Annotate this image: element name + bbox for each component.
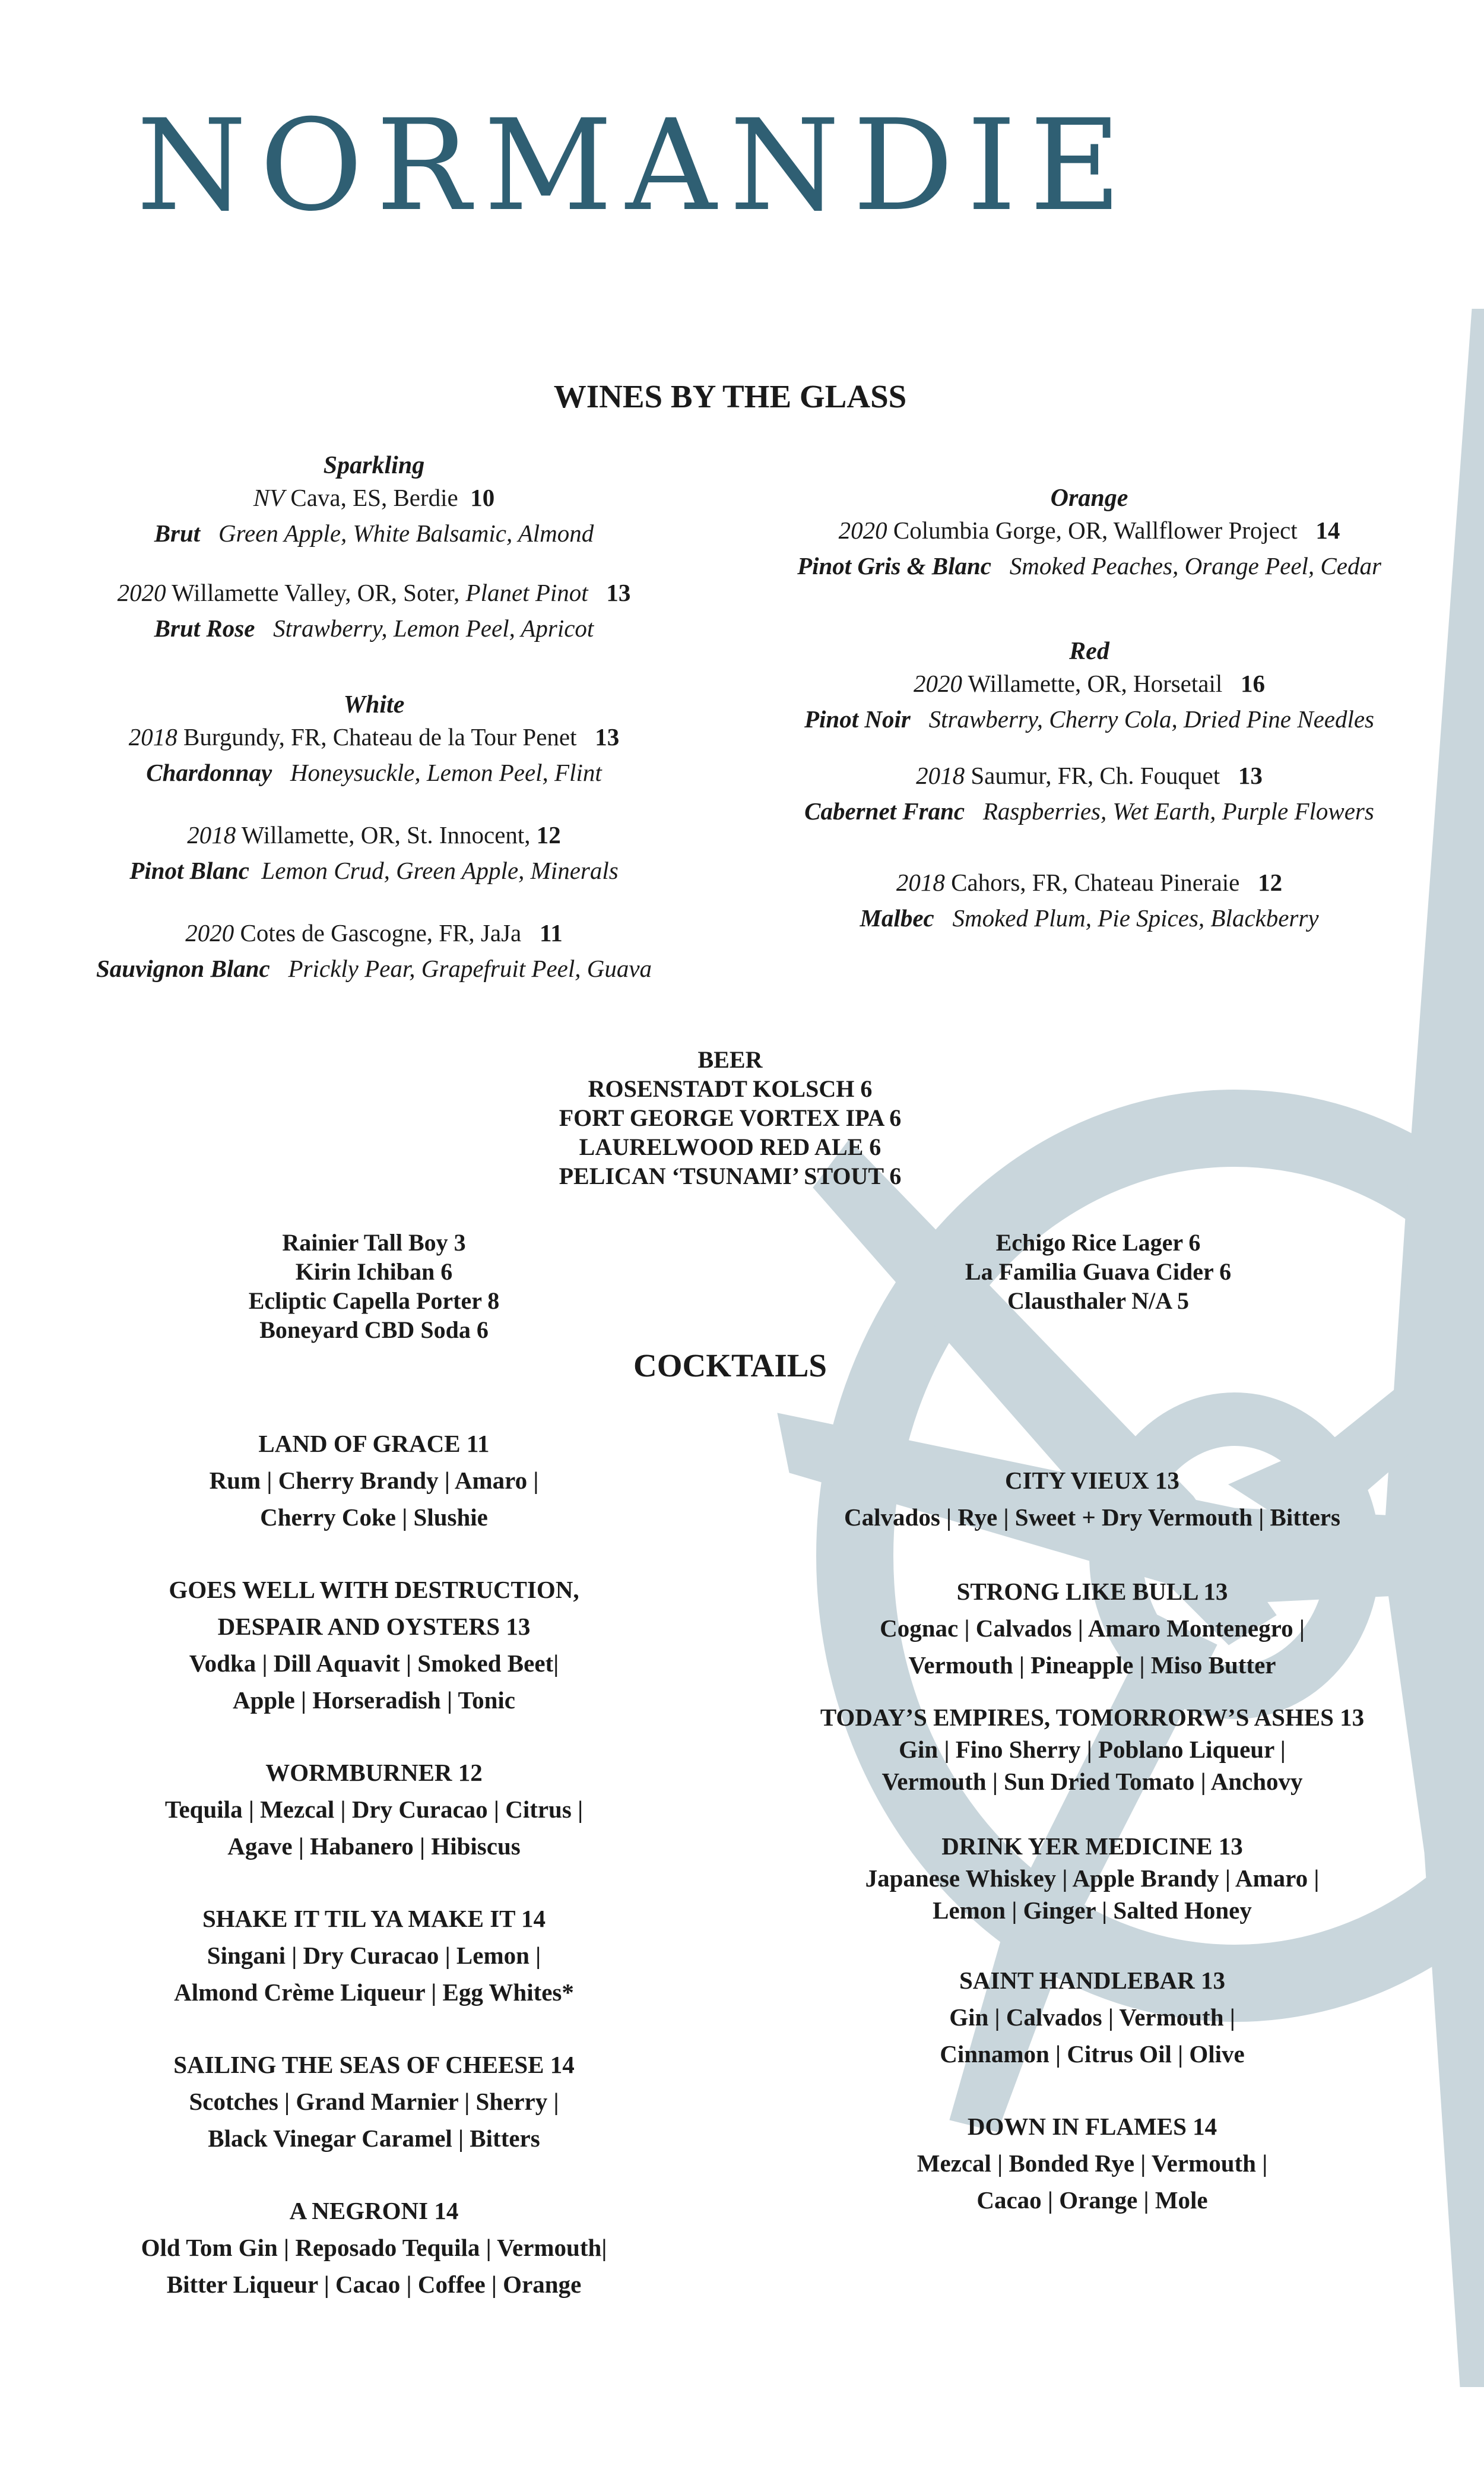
category-red: Red <box>1069 638 1109 665</box>
beer-section <box>0 1045 1460 1191</box>
cocktail-ingredients: Almond Crème Liqueur | Egg Whites* <box>174 1979 574 2006</box>
cocktail-ingredients: Cognac | Calvados | Amaro Montenegro | <box>880 1615 1305 1642</box>
wine-detail: Chardonnay Honeysuckle, Lemon Peel, Flint <box>146 759 602 786</box>
wine-line: 2020 Cotes de Gascogne, FR, JaJa 11 <box>185 919 563 947</box>
wine-detail: Brut Green Apple, White Balsamic, Almond <box>154 520 594 547</box>
cocktail-ingredients: Agave | Habanero | Hibiscus <box>227 1832 521 1860</box>
wine-line: 2020 Columbia Gorge, OR, Wallflower Project 14 <box>838 517 1340 544</box>
cocktail-ingredients: Rum | Cherry Brandy | Amaro | <box>209 1467 539 1494</box>
cocktail-item <box>766 1701 1419 1797</box>
wine-detail: Pinot Noir Strawberry, Cherry Cola, Dried Pine Needles <box>804 705 1375 733</box>
cocktail-ingredients: Calvados | Rye | Sweet + Dry Vermouth | Bitters <box>844 1503 1340 1531</box>
wine-detail: Pinot Gris & Blanc Smoked Peaches, Orange Peel, Cedar <box>797 552 1381 580</box>
cocktail-item <box>71 1900 677 2011</box>
beer-item: Rainier Tall Boy 3 <box>282 1229 466 1256</box>
cocktail-ingredients: Black Vinegar Caramel | Bitters <box>208 2125 540 2152</box>
wine-line: 2018 Willamette, OR, St. Innocent, 12 <box>187 821 561 849</box>
cocktail-name: STRONG LIKE BULL 13 <box>956 1578 1228 1605</box>
category-white: White <box>343 691 405 718</box>
cocktail-ingredients: Vodka | Dill Aquavit | Smoked Beet| <box>189 1650 559 1677</box>
cocktails-right-column <box>766 1462 1419 2218</box>
cocktail-ingredients: Mezcal | Bonded Rye | Vermouth | <box>917 2150 1268 2177</box>
beer-item: Boneyard CBD Soda 6 <box>259 1316 489 1343</box>
wine-line: 2018 Cahors, FR, Chateau Pineraie 12 <box>896 869 1283 896</box>
cocktail-ingredients: Apple | Horseradish | Tonic <box>233 1686 515 1714</box>
cocktail-item <box>766 1573 1419 1683</box>
cocktails-left-column <box>71 1425 677 2303</box>
cocktail-name: WORMBURNER 12 <box>265 1759 483 1786</box>
cocktail-name: SHAKE IT TIL YA MAKE IT 14 <box>202 1905 546 1932</box>
wines-heading: WINES BY THE GLASS <box>553 378 907 414</box>
cocktail-ingredients: Vermouth | Pineapple | Miso Butter <box>908 1651 1276 1679</box>
wine-line: 2018 Burgundy, FR, Chateau de la Tour Penet 13 <box>128 723 620 751</box>
cocktail-ingredients: Old Tom Gin | Reposado Tequila | Vermouth| <box>141 2234 607 2261</box>
beer-item: La Familia Guava Cider 6 <box>965 1258 1232 1285</box>
cocktail-name: CITY VIEUX 13 <box>1005 1467 1179 1494</box>
cocktail-name: DESPAIR AND OYSTERS 13 <box>217 1613 531 1640</box>
cocktail-ingredients: Lemon | Ginger | Salted Honey <box>933 1897 1252 1924</box>
cocktail-name: DRINK YER MEDICINE 13 <box>941 1832 1243 1860</box>
cocktail-item <box>766 1462 1419 1536</box>
cocktail-name: SAINT HANDLEBAR 13 <box>959 1967 1226 1994</box>
cocktail-ingredients: Cherry Coke | Slushie <box>260 1503 488 1531</box>
beer-list-right <box>902 1228 1294 1315</box>
beer-item: ROSENSTADT KOLSCH 6 <box>588 1075 873 1102</box>
cocktail-name: A NEGRONI 14 <box>289 2197 459 2224</box>
beer-item: LAURELWOOD RED ALE 6 <box>579 1134 881 1160</box>
wine-line: 2020 Willamette, OR, Horsetail 16 <box>914 670 1265 697</box>
wine-detail: Malbec Smoked Plum, Pie Spices, Blackberry <box>860 904 1319 932</box>
cocktail-name: DOWN IN FLAMES 14 <box>967 2113 1217 2140</box>
cocktail-item <box>71 2192 677 2303</box>
cocktail-name: SAILING THE SEAS OF CHEESE 14 <box>173 2051 575 2078</box>
cocktail-ingredients: Gin | Fino Sherry | Poblano Liqueur | <box>899 1736 1286 1763</box>
cocktail-item <box>71 1571 677 1718</box>
category-sparkling: Sparkling <box>323 452 425 479</box>
cocktail-ingredients: Singani | Dry Curacao | Lemon | <box>207 1942 541 1969</box>
wine-detail: Brut Rose Strawberry, Lemon Peel, Apricot <box>154 615 594 642</box>
wine-line: NV Cava, ES, Berdie 10 <box>253 484 495 511</box>
beer-item: Ecliptic Capella Porter 8 <box>248 1287 500 1314</box>
cocktail-item <box>766 1962 1419 2072</box>
cocktail-ingredients: Cinnamon | Citrus Oil | Olive <box>940 2040 1245 2068</box>
cocktail-ingredients: Tequila | Mezcal | Dry Curacao | Citrus | <box>164 1796 584 1823</box>
cocktail-ingredients: Vermouth | Sun Dried Tomato | Anchovy <box>881 1768 1303 1795</box>
brand-logo: NORMANDIE <box>137 92 1135 239</box>
wine-detail: Pinot Blanc Lemon Crud, Green Apple, Minerals <box>129 857 619 884</box>
cocktail-ingredients: Scotches | Grand Marnier | Sherry | <box>189 2088 559 2115</box>
beer-list-left <box>196 1228 552 1344</box>
beer-item: Kirin Ichiban 6 <box>295 1258 453 1285</box>
beer-item: PELICAN ‘TSUNAMI’ STOUT 6 <box>559 1163 902 1189</box>
cocktail-ingredients: Japanese Whiskey | Apple Brandy | Amaro | <box>865 1865 1320 1892</box>
cocktail-name: GOES WELL WITH DESTRUCTION, <box>169 1576 579 1603</box>
cocktail-ingredients: Cacao | Orange | Mole <box>976 2186 1208 2214</box>
cocktail-item <box>766 2108 1419 2218</box>
cocktail-item <box>71 2046 677 2157</box>
wines-left-column <box>71 451 677 986</box>
cocktails-heading: COCKTAILS <box>633 1347 827 1384</box>
wine-detail: Sauvignon Blanc Prickly Pear, Grapefruit Peel, Guava <box>96 955 652 982</box>
beer-item: FORT GEORGE VORTEX IPA 6 <box>559 1104 902 1131</box>
beer-item: Echigo Rice Lager 6 <box>995 1229 1201 1256</box>
cocktail-name: LAND OF GRACE 11 <box>258 1430 490 1457</box>
wines-right-column <box>778 484 1401 936</box>
cocktail-ingredients: Gin | Calvados | Vermouth | <box>949 2003 1235 2031</box>
wine-detail: Cabernet Franc Raspberries, Wet Earth, Purple Flowers <box>804 797 1374 825</box>
wine-line: 2020 Willamette Valley, OR, Soter, Planet Pinot 13 <box>117 579 631 606</box>
cocktail-item <box>766 1830 1419 1926</box>
beer-heading: BEER <box>697 1046 763 1073</box>
cocktail-name: TODAY’S EMPIRES, TOMORRORW’S ASHES 13 <box>820 1704 1365 1731</box>
beer-item: Clausthaler N/A 5 <box>1007 1287 1189 1314</box>
cocktail-ingredients: Bitter Liqueur | Cacao | Coffee | Orange <box>166 2271 582 2298</box>
cocktail-item <box>71 1425 677 1536</box>
cocktail-item <box>71 1754 677 1865</box>
category-orange: Orange <box>1050 485 1128 512</box>
wine-line: 2018 Saumur, FR, Ch. Fouquet 13 <box>916 762 1263 789</box>
